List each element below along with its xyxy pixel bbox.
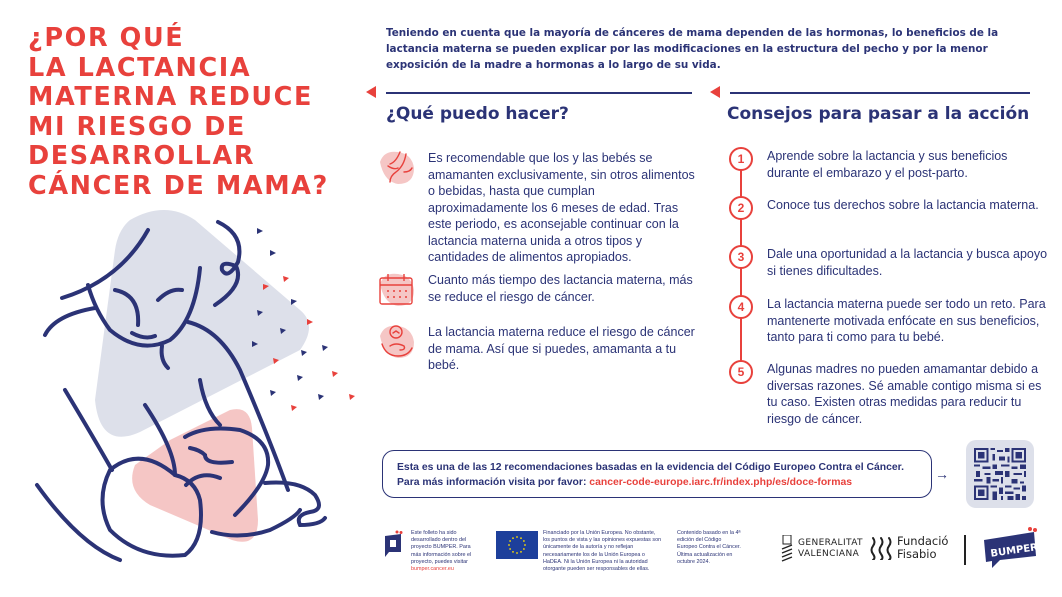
qr-code[interactable] [966, 440, 1034, 508]
tip-step [729, 361, 1049, 427]
divider-right [730, 92, 1030, 94]
recommendation-line-1: Esta es una de las 12 recomendaciones basadas en la evidencia del Código Europeo Contra el Cáncer. [397, 462, 905, 473]
tip-step [729, 296, 1049, 346]
arrow-right-icon: → [935, 466, 949, 482]
calendar-icon [376, 270, 418, 310]
lavender-triangle-shape [95, 210, 309, 437]
tips-heading: Consejos para pasar a la acción [727, 104, 1030, 124]
list-item-text: Cuanto más tiempo des lactancia materna, más se reduce el riesgo de cáncer. [428, 273, 693, 304]
logo-separator [964, 535, 966, 565]
step-number-badge: 4 [729, 295, 753, 319]
fisabio-line-2: Fisabio [897, 547, 937, 561]
divider-marker-left [366, 86, 376, 98]
list-item-text: La lactancia materna reduce el riesgo de cáncer de mama. Así que si puedes, amamanta a tu bebé. [428, 325, 695, 372]
title-line: DESARROLLAR [28, 141, 256, 171]
recommendation-box [382, 450, 932, 498]
bumper-small-logo [383, 530, 405, 558]
bumper-link[interactable]: bumper.cancer.eu [411, 566, 454, 573]
list-item [376, 322, 696, 374]
eu-flag [496, 531, 538, 559]
gv-line-2: VALENCIANA [798, 549, 860, 559]
code-edition-note: Contenido basado en la 4ª edición del Código Europeo Contra el Cáncer. Última actualización en octubre 2024. [677, 530, 741, 565]
breastfeeding-illustration [0, 200, 360, 590]
recommendation-line-2 [397, 475, 917, 490]
step-number-badge: 3 [729, 245, 753, 269]
list-item [376, 270, 696, 310]
list-item [376, 148, 696, 266]
eu-funding-note: Financiado por la Unión Europea. No obstante, los puntos de vista y las opiniones expuestas son únicamente de la autoría y no reflejan necesariamente los de la Unión Europea o HaDEA. Ni la Unión Europea ni la autoridad otorgante pueden ser responsables de ellas. [543, 530, 662, 573]
tip-step [729, 148, 1049, 181]
recommendation-prefix: Para más información visita por favor: [397, 477, 590, 488]
step-number-badge: 2 [729, 196, 753, 220]
intro-paragraph: Teniendo en cuenta que la mayoría de cánceres de mama dependen de las hormonas, lo beneficios de la lactancia materna se pueden explicar por las modificaciones en la estructura del pecho y por la menor exposición de la madre a hormonas a lo largo de su vida. [386, 27, 999, 71]
fundacio-fisabio-logo [870, 535, 948, 561]
step-text: Algunas madres no pueden amamantar debido a diversas razones. Sé amable contigo misma si es tu caso. Existen otras medidas para reducir tu riesgo de cáncer. [767, 362, 1042, 426]
step-text: La lactancia materna puede ser todo un reto. Para mantenerte motivada enfócate en sus beneficios, tanto para ti como para tu bebé. [767, 297, 1046, 344]
fisabio-line-1: Fundació [897, 534, 949, 548]
recommendation-link[interactable]: cancer-code-europe.iarc.fr/index.php/es/doce-formas [589, 477, 853, 488]
divider-marker-right [710, 86, 720, 98]
mother-baby-icon [376, 322, 418, 362]
bumper-logo [982, 526, 1040, 570]
breastfeeding-icon [376, 148, 418, 188]
title-line: MI RIESGO DE [28, 111, 246, 142]
qr-code-image [974, 448, 1026, 500]
tip-step [729, 246, 1049, 279]
title-line: MATERNA REDUCE [28, 82, 313, 112]
bumper-note-text: Este folleto ha sido desarrollado dentro del proyecto BUMPER. Para más información sobre el proyecto, puedes visitar [411, 530, 472, 565]
tip-step [729, 197, 1049, 220]
generalitat-shield-icon [780, 535, 794, 563]
step-text: Dale una oportunidad a la lactancia y busca apoyo si tienes dificultades. [767, 247, 1048, 278]
list-item-text: Es recomendable que los y las bebés se amamanten exclusivamente, sin otros alimentos o bebidas, hasta que cumplan aproximadamente los 6 meses de edad. Tras este periodo, es aconsejable continuar con la lactancia materna unida a otros tipos y cantidades de alimentos apropiados. [428, 151, 695, 264]
step-number-badge: 5 [729, 360, 753, 384]
step-text: Aprende sobre la lactancia y sus beneficios durante el embarazo y el post-parto. [767, 149, 1008, 180]
generalitat-valenciana-logo [780, 535, 863, 563]
step-text: Conoce tus derechos sobre la lactancia materna. [767, 198, 1039, 212]
page-title [28, 24, 358, 201]
bumper-note [411, 530, 481, 573]
divider-left [386, 92, 692, 94]
step-number-badge: 1 [729, 147, 753, 171]
what-can-i-do-heading: ¿Qué puedo hacer? [386, 104, 569, 124]
title-line: LA LACTANCIA [28, 52, 252, 83]
gv-line-1: GENERALITAT [798, 538, 863, 548]
title-line: ¿POR QUÉ [28, 23, 185, 53]
title-line: CÁNCER DE MAMA? [28, 170, 329, 201]
fisabio-waves-icon [870, 536, 892, 560]
bumper-logo-text: BUMPER [989, 542, 1039, 560]
